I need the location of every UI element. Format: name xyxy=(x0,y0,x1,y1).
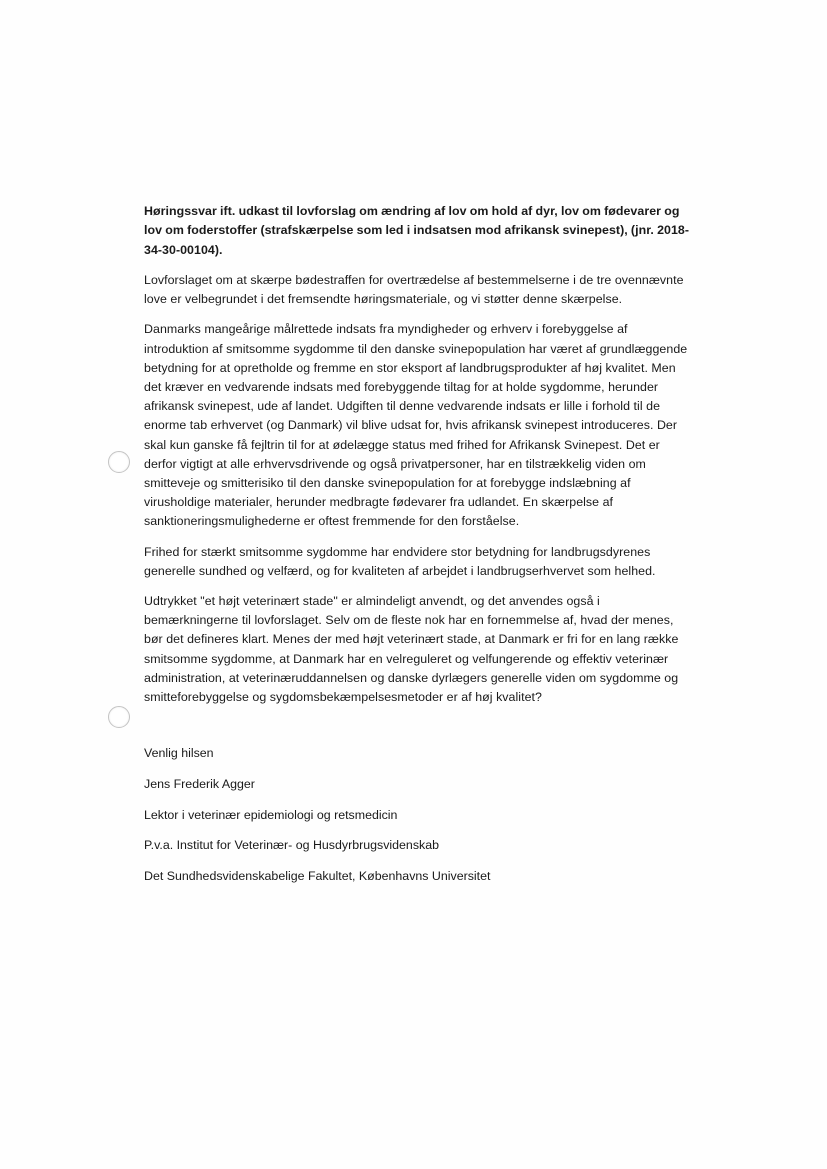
closing-greeting: Venlig hilsen xyxy=(144,746,214,760)
signature-block xyxy=(144,744,692,898)
signer-position: Lektor i veterinær epidemiologi og retsmedicin xyxy=(144,807,398,822)
signer-name: Jens Frederik Agger xyxy=(144,776,255,791)
paragraph-2: Danmarks mangeårige målrettede indsats fra myndigheder og erhverv i forebyggelse af introduktion af smitsomme sygdomme til den danske svinepopulation har været af grundlæggende betydning for at opretholde og fremme en stor eksport af landbrugsprodukter af høj kvalitet. Men det kræver en vedvarende indsats med forebyggende tiltag for at holde sygdomme, herunder afrikansk svinepest, ude af landet. Udgiften til denne vedvarende indsats er lille i forhold til de enorme tab erhvervet (og Danmark) vil blive udsat for, hvis afrikansk svinepest introduceres. Der skal kun ganske få fejltrin til for at ødelægge status med frihed for Afrikansk Svinepest. Det er derfor vigtigt at alle erhvervsdrivende og også privatpersoner, har en tilstrækkelig viden om smitteveje og smitterisiko til den danske svinepopulation for at forebygge indslæbning af virusholdige materialer, herunder medbragte fødevarer fra udlandet. En skærpelse af sanktioneringsmulighederne er oftest fremmende for den forståelse. xyxy=(144,322,688,529)
punch-hole-mark xyxy=(108,451,130,473)
letter-body xyxy=(144,202,692,718)
paragraph-3: Frihed for stærkt smitsomme sygdomme har endvidere stor betydning for landbrugsdyrenes generelle sundhed og velfærd, og for kvaliteten af arbejdet i landbrugserhvervet som helhed. xyxy=(144,544,656,578)
signer-faculty: Det Sundhedsvidenskabelige Fakultet, Københavns Universitet xyxy=(144,869,491,884)
paragraph-4: Udtrykket "et højt veterinært stade" er almindeligt anvendt, og det anvendes også i bemærkningerne til lovforslaget. Selv om de fleste nok har en fornemmelse af, hvad der menes, bør det defineres klart. Menes der med højt veterinært stade, at Danmark er fri for en lang række smitsomme sygdomme, at Danmark har en velreguleret og velfungerende og effektiv veterinær administration, at veterinæruddannelsen og danske dyrlægers generelle viden om sygdomme og smitteforebyggelse og sygdomsbekæmpelsesmetoder er af høj kvalitet? xyxy=(144,593,679,704)
paragraph-1: Lovforslaget om at skærpe bødestraffen for overtrædelse af bestemmelserne i de tre ovennævnte love er velbegrundet i det fremsendte høringsmateriale, og vi støtter denne skærpelse. xyxy=(144,272,684,307)
punch-hole-mark xyxy=(108,706,130,728)
signer-institute: P.v.a. Institut for Veterinær- og Husdyrbrugsvidenskab xyxy=(144,838,439,853)
document-title: Høringssvar ift. udkast til lovforslag om ændring af lov om hold af dyr, lov om fødevarer og lov om foderstoffer (strafskærpelse som led i indsatsen mod afrikansk svinepest), (jnr. 2018-34-30-00104). xyxy=(144,204,690,257)
